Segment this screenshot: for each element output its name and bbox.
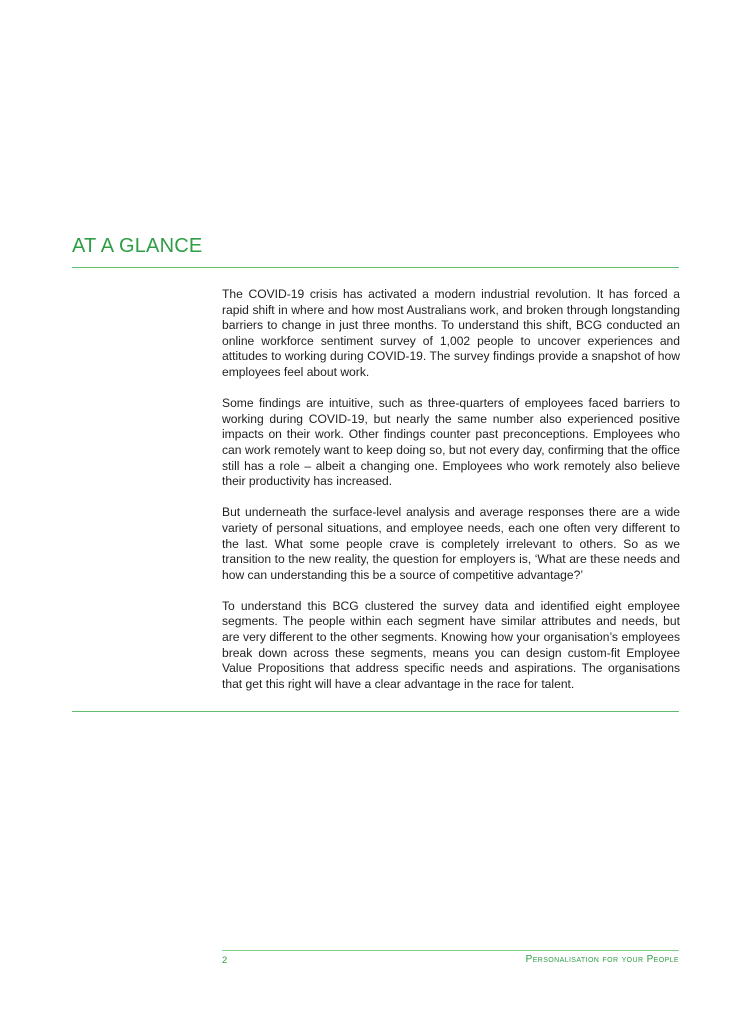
section-heading: AT A GLANCE: [72, 235, 203, 257]
paragraph-needs: But underneath the surface-level analysis and average responses there are a wide variety of personal situations, and employee needs, each one often very different to the last. What some people crave is completely irrelevant to others. So as we transition to the new reality, the question for employers is, ‘What are these needs and how can understanding this be a source of competitive advantage?’: [222, 505, 680, 582]
paragraph-segments: To understand this BCG clustered the survey data and identified eight employee segments. The people within each segment have similar attributes and needs, but are very different to the other segments. Knowing how your organisation’s employees break down across these segments, means you can design custom-fit Employee Value Propositions that address specific needs and aspirations. The organisations that get this right will have a clear advantage in the race for talent.: [222, 598, 680, 691]
publication-title: Personalisation for your People: [525, 954, 679, 965]
heading-divider: [72, 267, 679, 268]
footer-divider: [222, 950, 679, 951]
paragraph-findings: Some findings are intuitive, such as three-quarters of employees faced barriers to working during COVID-19, but nearly the same number also experienced positive impacts on their work. Other findings counter past preconceptions. Employees who can work remotely want to keep doing so, but not every day, confirming that the office still has a role – albeit a changing one. Employees who work remotely also believe their productivity has increased.: [222, 396, 680, 489]
page-number: 2: [222, 955, 228, 966]
paragraph-intro: The COVID-19 crisis has activated a modern industrial revolution. It has forced a rapid shift in where and how most Australians work, and broken through longstanding barriers to change in just three months. To understand this shift, BCG conducted an online workforce sentiment survey of 1,002 people to uncover experiences and attitudes to working during COVID-19. The survey findings provide a snapshot of how employees feel about work.: [222, 287, 680, 379]
body-text: [222, 287, 680, 692]
section-end-divider: [72, 711, 679, 712]
